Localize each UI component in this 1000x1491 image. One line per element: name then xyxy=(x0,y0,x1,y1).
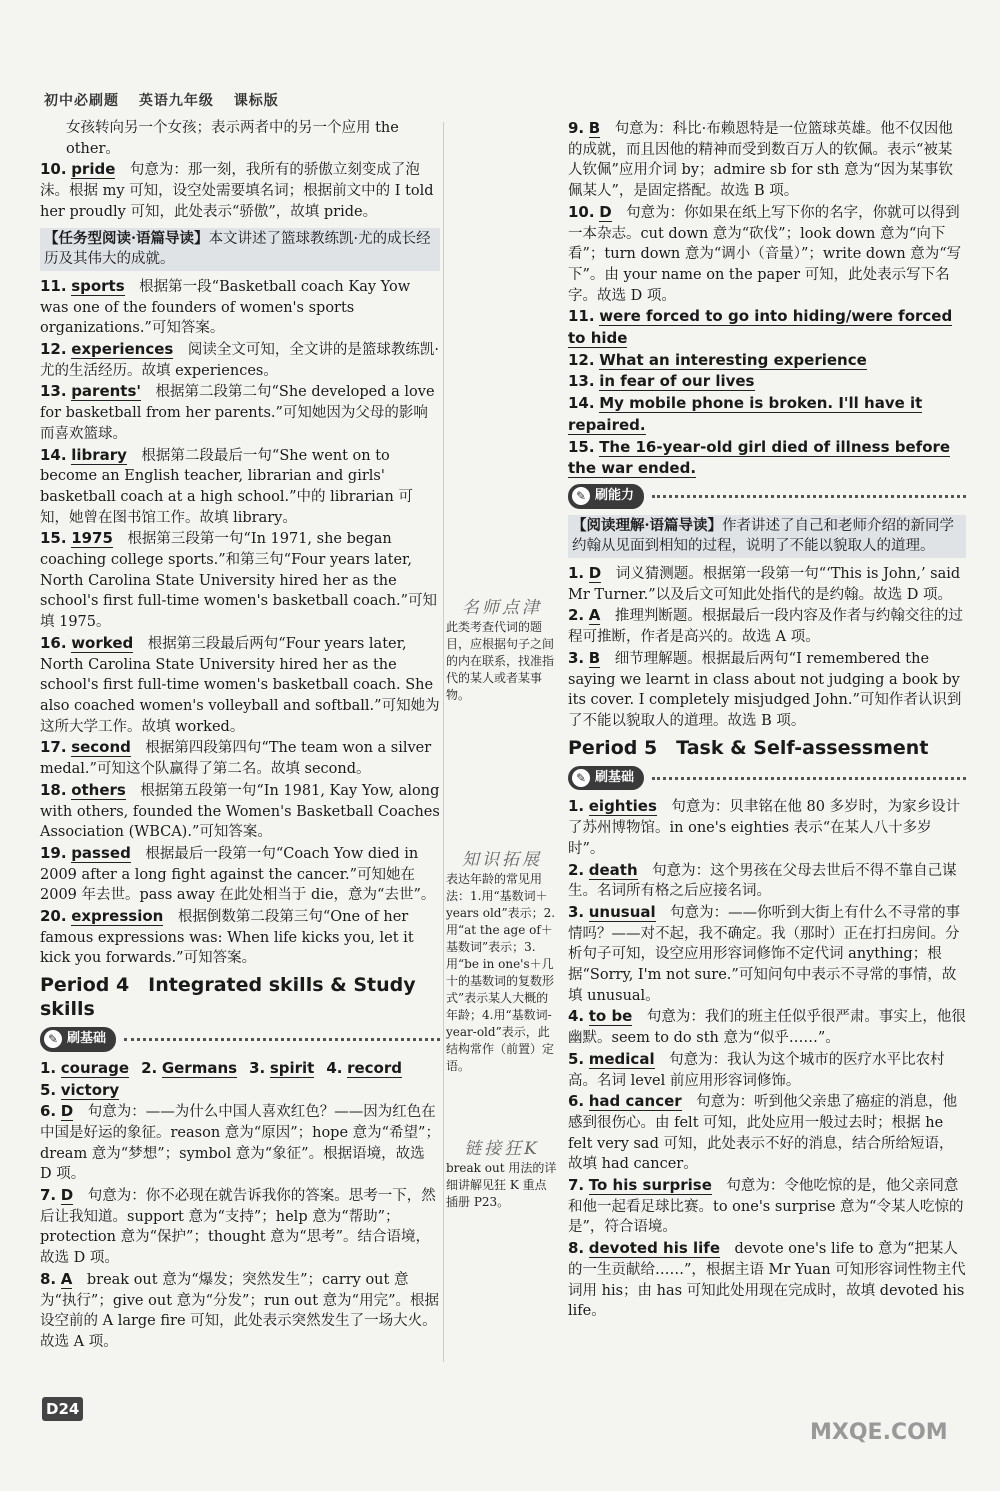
item-number: 6. xyxy=(568,1092,585,1111)
basic-practice-badge xyxy=(40,1027,440,1052)
item-number: 1. xyxy=(568,564,585,583)
reading-guide xyxy=(568,515,966,558)
item-answer: D xyxy=(60,1102,74,1121)
answer-item xyxy=(568,118,966,202)
dotted-rule xyxy=(652,777,966,780)
vocab-answer-5: 5. victory xyxy=(40,1080,120,1099)
item-explanation: 句意为：那一刻，我所有的骄傲立刻变成了泡沫。根据 my 可知，设空处需要填名词；根据前文中的 I told her proudly 可知，此处表示“骄傲”，故填 pride。 xyxy=(40,162,434,220)
item-explanation: 句意为：科比·布赖恩特是一位篮球英雄。他不仅因他的成就，而且因他的精神而受到数百万人的钦佩。表示“被某人钦佩”应用介词 by；admire sb for sth 意为“因为某事钦佩某人”，是固定搭配。故选 B 项。 xyxy=(568,121,954,200)
right-column xyxy=(568,118,966,1322)
item-explanation: break out 意为“爆发；突然发生”；carry out 意为“执行”；give out 意为“分发”；run out 意为“用完”。根据设空前的 A large fire 可知，此处表示突然发生了一场大火。故选 A 项。 xyxy=(40,1271,440,1350)
item-answer: sports xyxy=(71,276,125,295)
answer-item xyxy=(568,1006,966,1048)
badge-label: 刷基础 xyxy=(67,1031,107,1047)
answer-item xyxy=(568,605,966,647)
left-answer-list xyxy=(40,276,440,969)
answer-item xyxy=(40,906,440,969)
answer-item xyxy=(249,1058,315,1077)
answer-item xyxy=(568,202,966,307)
item-explanation: 句意为：听到他父亲患了癌症的消息，他感到很伤心。由 felt 可知，此处应用一般过去时；根据 he felt very sad 可知，此处表示不好的消息，结合所给短语，故填 had cancer。 xyxy=(568,1094,958,1173)
dotted-rule xyxy=(652,495,966,498)
item-explanation: 根据第五段第一句“In 1981, Kay Yow, along with others, founded the Women's Basketball Coaches Association (WBCA).”可知答案。 xyxy=(40,782,440,841)
item-number: 14. xyxy=(40,445,67,464)
reading-answer-list xyxy=(568,563,966,732)
answer-item xyxy=(40,159,440,222)
item-explanation: 根据第二段第二句“She developed a love for basketball from her parents.”可知她因为父母的影响而喜欢篮球。 xyxy=(40,384,435,442)
item-answer: 1975 xyxy=(71,529,113,548)
task-reading-guide xyxy=(40,228,440,271)
answer-item xyxy=(40,843,440,906)
item-answer: worked xyxy=(71,633,134,652)
continued-text: 女孩转向另一个女孩；表示两者中的另一个应用 the other。 xyxy=(66,120,399,157)
answer-item xyxy=(568,796,966,859)
item-explanation: 根据第三段最后两句“Four years later, North Carolina State University hired her as the school's first full-time women's basketball coach. She also coached women's volleyball and softball.”可知她为这所大学工作。故填 worked。 xyxy=(40,635,440,735)
item-number: 1. xyxy=(568,797,585,816)
item-explanation: 句意为：我认为这个城市的医疗水平比农村高。名词 level 前应用形容词修饰。 xyxy=(568,1051,945,1089)
item-answer: To his surprise xyxy=(588,1176,712,1195)
item-answer: had cancer xyxy=(588,1092,682,1111)
item-number: 6. xyxy=(40,1102,57,1121)
item-explanation: 句意为：——你听到大街上有什么不寻常的事情吗？——对不起，我不确定。我（那时）正在打扫房间。分析句子可知，设空应用形容词修饰不定代词 anything；根据“Sorry, I'm not sure.”可知问句中表示不寻常的事情，故填 unusual。 xyxy=(568,904,961,1004)
item-answer: others xyxy=(71,780,126,799)
item-answer: D xyxy=(599,202,612,221)
side-notes xyxy=(446,600,558,1211)
guide-text: 作者讲述了自己和老师介绍的新同学约翰从见面到相知的过程，说明了不能以貌取人的道理。 xyxy=(572,517,955,555)
item-number: 15. xyxy=(568,437,595,456)
item-answer: library xyxy=(71,445,127,464)
answer-item xyxy=(568,306,966,349)
answer-item xyxy=(568,393,966,436)
item-number: 11. xyxy=(40,276,67,295)
item-explanation: 细节理解题。根据最后两句“I remembered the saying we learnt in class about not judging a book by its cover. I completely misjudged John.”可知作者认识到了不能以貌取人的道理。故选 B 项。 xyxy=(568,650,962,729)
item-number: 10. xyxy=(568,202,595,221)
item-explanation: 句意为：贝聿铭在他 80 多岁时，为家乡设计了苏州博物馆。in one's eighties 表示“在某人八十多岁时”。 xyxy=(568,799,961,857)
answer-item xyxy=(568,563,966,605)
item-number: 11. xyxy=(568,307,595,326)
item-explanation: 根据第三段第一句“In 1971, she began coaching college sports.”和第三句“Four years later, North Carolina State University hired her as the school's first full-time women's basketball coach.”可知填 1975。 xyxy=(40,531,437,631)
item-number: 9. xyxy=(568,119,585,137)
item-explanation: 句意为：这个男孩在父母去世后不得不靠自己谋生。名词所有格之后应接名词。 xyxy=(568,862,957,900)
item-explanation: 句意为：我们的班主任似乎很严肃。事实上，他很幽默。seem to do sth 意为“似乎……”。 xyxy=(568,1009,966,1047)
answer-item xyxy=(568,371,966,393)
item-number: 8. xyxy=(568,1239,585,1258)
item-answer: My mobile phone is broken. I'll have it repaired. xyxy=(568,394,923,434)
answer-item xyxy=(40,1058,130,1077)
item-number: 3. xyxy=(249,1058,266,1077)
answer-item xyxy=(40,339,440,381)
item-answer: D xyxy=(588,564,602,583)
item-number: 15. xyxy=(40,529,67,548)
item-number: 7. xyxy=(568,1176,585,1195)
item-explanation: 句意为：你不必现在就告诉我你的答案。思考一下，然后让我知道。support 意为“支持”；help 意为“帮助”；protection 意为“保护”；thought 意为“思考”。结合语境，故选 D 项。 xyxy=(40,1188,436,1267)
note-title: 名师点津 xyxy=(462,598,542,618)
item-explanation: 根据最后一段第一句“Coach Yow died in 2009 after a long fight against the cancer.”可知她在 2009 年去世。pass away 在此处相当于 die，意为“去世”。 xyxy=(40,845,436,904)
item-answer: What an interesting experience xyxy=(599,350,867,369)
item-explanation: 根据第二段最后一句“She went on to become an English teacher, librarian and girls' basketball coach at a high school.”中的 librarian 可知，她曾在图书馆工作。故填 library。 xyxy=(40,447,413,526)
pencil-icon: ✎ xyxy=(44,1030,62,1048)
guide-tag: 【阅读理解·语篇导读】 xyxy=(572,516,723,534)
item-number: 12. xyxy=(568,350,595,369)
item-number: 4. xyxy=(568,1007,585,1026)
item-answer: were forced to go into hiding/were forced to hide xyxy=(568,307,953,348)
item-explanation: 句意为：你如果在纸上写下你的名字，你就可以得到一本杂志。cut down 意为“砍伐”；look down 意为“向下看”；turn down 意为“调小（音量）”；write down 意为“写下”。由 your name on the paper 可知，此处表示写下名字。故选 D 项。 xyxy=(568,204,962,304)
item-answer: medical xyxy=(588,1049,655,1068)
item-answer: death xyxy=(588,860,638,879)
fill-answer-list xyxy=(568,796,966,1322)
note-text: 此类考查代词的题目，应根据句子之间的内在联系，找准指代的某人或者某事物。 xyxy=(446,620,555,702)
watermark: MXQE.COM xyxy=(810,1420,948,1445)
item-number: 3. xyxy=(568,648,585,667)
note-text: 表达年龄的常见用法：1.用“基数词＋years old”表示；2.用“at the age of＋基数词”表示；3.用“be in one's＋几十的基数词的复数形式”表示某人大概的年龄；4.用“基数词-year-old”表示，此结构常作（前置）定语。 xyxy=(446,872,556,1073)
item-number: 13. xyxy=(40,382,67,401)
answer-item xyxy=(40,1101,440,1185)
header-series: 初中必刷题 xyxy=(44,93,119,109)
header-subject: 英语九年级 xyxy=(138,93,214,109)
dotted-rule xyxy=(124,1038,440,1041)
item-explanation: 句意为：令他吃惊的是，他父亲同意和他一起看足球比赛。to one's surprise 意为“令某人吃惊的是”，符合语境。 xyxy=(568,1178,964,1236)
left-choice-list xyxy=(40,1101,440,1352)
item-answer: B xyxy=(588,119,601,137)
item-answer: passed xyxy=(71,843,131,862)
note-title: 链接狂K xyxy=(464,1139,540,1159)
answer-item xyxy=(40,780,440,843)
answer-item xyxy=(40,737,440,779)
vocab-answers-row xyxy=(40,1058,440,1080)
item-number: 2. xyxy=(568,606,585,625)
item-explanation: devote one's life to 意为“把某人的一生贡献给……”，根据主语 Mr Yuan 可知形容词性物主代词用 his；由 has 可知此处用现在完成时，故填 devoted his life。 xyxy=(568,1241,966,1320)
column-divider xyxy=(443,122,444,1362)
answer-item xyxy=(568,350,966,372)
item-answer: unusual xyxy=(588,902,656,921)
item-answer: devoted his life xyxy=(588,1239,720,1258)
item-number: 16. xyxy=(40,633,67,652)
answer-item xyxy=(40,445,440,529)
answer-item xyxy=(568,1175,966,1238)
badge-label: 刷能力 xyxy=(595,487,635,503)
item-number: 17. xyxy=(40,738,67,757)
item-number: 20. xyxy=(40,907,67,926)
item-number: 7. xyxy=(40,1186,57,1205)
item-answer: B xyxy=(588,648,601,667)
item-answer: second xyxy=(71,738,131,757)
basic-practice-badge xyxy=(568,766,966,791)
period5-heading: Period 5 Task & Self-assessment xyxy=(568,736,929,759)
item-explanation: 句意为：——为什么中国人喜欢红色？——因为红色在中国是好运的象征。reason 意为“原因”；hope 意为“希望”；dream 意为“梦想”；symbol 意为“象征”。根据语境，故选 D 项。 xyxy=(40,1104,440,1183)
item-explanation: 推理判断题。根据最后一段内容及作者与约翰交往的过程可推断，作者是高兴的。故选 A 项。 xyxy=(568,608,963,646)
answer-item xyxy=(40,1269,440,1353)
item-number: 19. xyxy=(40,843,67,862)
item-number: 1. xyxy=(40,1058,57,1077)
guide-text: 本文讲述了篮球教练凯·尤的成长经历及其伟大的成就。 xyxy=(44,230,431,268)
item-number: 2. xyxy=(568,860,585,879)
item-answer: courage xyxy=(60,1058,130,1077)
item-answer: spirit xyxy=(269,1058,315,1077)
answer-item xyxy=(568,860,966,902)
item-number: 3. xyxy=(568,902,585,921)
item-number: 12. xyxy=(40,340,67,359)
ability-practice-badge xyxy=(568,484,966,509)
item-answer: A xyxy=(60,1269,73,1288)
answer-item xyxy=(141,1058,238,1077)
answer-item xyxy=(40,381,440,444)
answer-item xyxy=(40,1185,440,1269)
left-pre-items xyxy=(40,159,440,222)
item-answer: The 16-year-old girl died of illness before the war ended. xyxy=(568,437,951,478)
answer-item xyxy=(568,648,966,732)
item-explanation: 阅读全文可知，全文讲的是篮球教练凯·尤的生活经历。故填 experiences。 xyxy=(40,342,439,379)
item-number: 14. xyxy=(568,394,595,413)
item-explanation: 根据第一段“Basketball coach Kay Yow was one of the founders of women's sports organizations.”可知答案。 xyxy=(40,278,411,337)
badge-label: 刷基础 xyxy=(595,769,635,785)
answer-item xyxy=(568,437,966,480)
note-teacher-tips xyxy=(446,600,558,704)
item-answer: A xyxy=(588,606,601,625)
item-answer: expression xyxy=(71,907,164,926)
answer-item xyxy=(568,1238,966,1322)
translation-answers xyxy=(568,306,966,480)
item-number: 2. xyxy=(141,1058,158,1077)
item-answer: record xyxy=(347,1058,402,1077)
answer-item xyxy=(40,528,440,633)
item-explanation: 词义猜测题。根据第一段第一句“‘This is John,’ said Mr Turner.”以及后文可知此处指代的是约翰。故选 D 项。 xyxy=(568,566,961,603)
item-answer: parents' xyxy=(71,382,141,401)
item-number: 10. xyxy=(40,160,67,179)
answer-item xyxy=(40,633,440,738)
note-link xyxy=(446,1141,558,1211)
item-number: 18. xyxy=(40,780,67,799)
page-number: D24 xyxy=(42,1397,83,1421)
answer-item xyxy=(40,276,440,339)
item-answer: pride xyxy=(71,160,116,179)
note-knowledge-extension xyxy=(446,852,558,1075)
item-answer: eighties xyxy=(588,797,657,816)
item-explanation: 根据倒数第二段第三句“One of her famous expressions was: When life kicks you, let it kick you forwards.”可知答案。 xyxy=(40,909,414,967)
answer-item xyxy=(568,902,966,1007)
pencil-icon: ✎ xyxy=(572,487,590,505)
right-pre-items xyxy=(568,118,966,306)
header-edition: 课标版 xyxy=(233,93,279,109)
item-answer: to be xyxy=(588,1007,633,1026)
period4-heading: Period 4 Integrated skills & Study skills xyxy=(40,974,416,1021)
item-answer: Germans xyxy=(161,1058,238,1077)
answer-item xyxy=(568,1091,966,1175)
item-answer: in fear of our lives xyxy=(599,372,755,391)
item-number: 8. xyxy=(40,1269,57,1288)
item-number: 4. xyxy=(326,1058,343,1077)
item-answer: D xyxy=(60,1186,74,1205)
item-number: 5. xyxy=(568,1049,585,1068)
guide-tag: 【任务型阅读·语篇导读】 xyxy=(44,229,209,247)
item-answer: experiences xyxy=(71,340,174,359)
note-title: 知识拓展 xyxy=(462,850,542,870)
answer-item xyxy=(326,1058,402,1077)
running-header xyxy=(44,90,293,110)
answer-item xyxy=(568,1049,966,1091)
note-text: break out 用法的详细讲解见狂 K 重点插册 P23。 xyxy=(446,1161,557,1209)
item-explanation: 根据第四段第四句“The team won a silver medal.”可知这个队赢得了第二名。故填 second。 xyxy=(40,740,432,778)
pencil-icon: ✎ xyxy=(572,769,590,787)
left-column xyxy=(40,118,440,1353)
item-number: 13. xyxy=(568,372,595,391)
